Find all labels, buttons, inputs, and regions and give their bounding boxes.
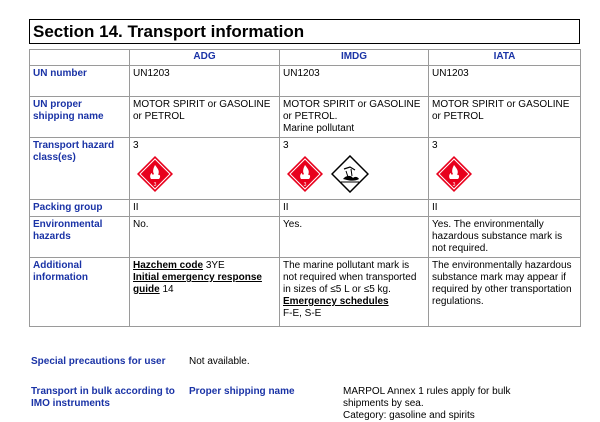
hazchem-code-label: Hazchem code (133, 260, 204, 271)
bulk-shipping-value (343, 386, 558, 422)
iata-additional-info: The environmentally hazardous substance mark may appear if required by other transportation regulations. (429, 258, 581, 327)
imdg-additional-text: The marine pollutant mark is not required when transported in sizes of ≤5 L or ≤5 kg. (283, 260, 417, 295)
iata-un-number: UN1203 (429, 66, 581, 97)
imdg-packing-group: II (280, 200, 429, 217)
additional-info-label: Additional information (30, 258, 130, 327)
header-imdg: IMDG (280, 50, 429, 66)
adg-un-number: UN1203 (130, 66, 280, 97)
svg-text:3: 3 (153, 182, 157, 188)
bulk-category-text: Category: gasoline and spirits (343, 410, 475, 421)
emergency-guide-label: Initial emergency response guide (133, 272, 262, 295)
iata-hazard-class: 3 (432, 140, 438, 151)
flammable-liquid-icon (286, 155, 324, 193)
imdg-un-number: UN1203 (280, 66, 429, 97)
section-title: Section 14. Transport information (33, 22, 305, 41)
emergency-schedules-value: F-E, S-E (283, 308, 322, 319)
table-row (30, 66, 581, 97)
table-row (30, 138, 581, 200)
table-row (30, 97, 581, 138)
header-iata: IATA (429, 50, 581, 66)
svg-text:3: 3 (303, 182, 307, 188)
adg-additional-cell (130, 258, 280, 327)
table-header-row (30, 50, 581, 66)
adg-hazard-class: 3 (133, 140, 139, 151)
imdg-proper-name: MOTOR SPIRIT or GASOLINE or PETROL. (283, 99, 421, 122)
emergency-guide-value: 14 (162, 284, 174, 295)
imdg-hazard-class: 3 (283, 140, 289, 151)
header-adg: ADG (130, 50, 280, 66)
iata-hazard-cell (429, 138, 581, 200)
proper-name-label: UN proper shipping name (30, 97, 130, 138)
packing-group-label: Packing group (30, 200, 130, 217)
emergency-schedules-label: Emergency schedules (283, 296, 389, 307)
header-blank (30, 50, 130, 66)
table-row (30, 217, 581, 258)
bulk-shipping-name-label: Proper shipping name (189, 386, 295, 397)
flammable-liquid-icon (136, 155, 174, 193)
adg-packing-group: II (130, 200, 280, 217)
bulk-marpol-text: MARPOL Annex 1 rules apply for bulk shipments by sea. (343, 386, 511, 409)
svg-text:3: 3 (452, 182, 456, 188)
imdg-additional-cell (280, 258, 429, 327)
special-precautions-label: Special precautions for user (31, 356, 166, 367)
hazchem-code-value: 3YE (205, 260, 225, 271)
table-row (30, 200, 581, 217)
transport-table (29, 49, 581, 327)
imdg-hazard-cell (280, 138, 429, 200)
special-precautions-value: Not available. (189, 356, 250, 367)
hazard-class-label: Transport hazard class(es) (30, 138, 130, 200)
adg-hazard-cell (130, 138, 280, 200)
iata-env-hazards: Yes. The environmentally hazardous substance mark is not required. (429, 217, 581, 258)
section-title-box (29, 19, 580, 44)
adg-env-hazards: No. (130, 217, 280, 258)
env-hazards-label: Environmental hazards (30, 217, 130, 258)
un-number-label: UN number (30, 66, 130, 97)
imdg-env-hazards: Yes. (280, 217, 429, 258)
bulk-transport-label: Transport in bulk according to IMO instruments (31, 386, 175, 409)
iata-packing-group: II (429, 200, 581, 217)
imdg-proper-name-cell (280, 97, 429, 138)
table-row (30, 258, 581, 327)
imdg-marine-pollutant-note: Marine pollutant (283, 123, 355, 134)
marine-pollutant-icon (331, 155, 369, 193)
adg-proper-name: MOTOR SPIRIT or GASOLINE or PETROL (130, 97, 280, 138)
iata-proper-name: MOTOR SPIRIT or GASOLINE or PETROL (429, 97, 581, 138)
flammable-liquid-icon (435, 155, 473, 193)
